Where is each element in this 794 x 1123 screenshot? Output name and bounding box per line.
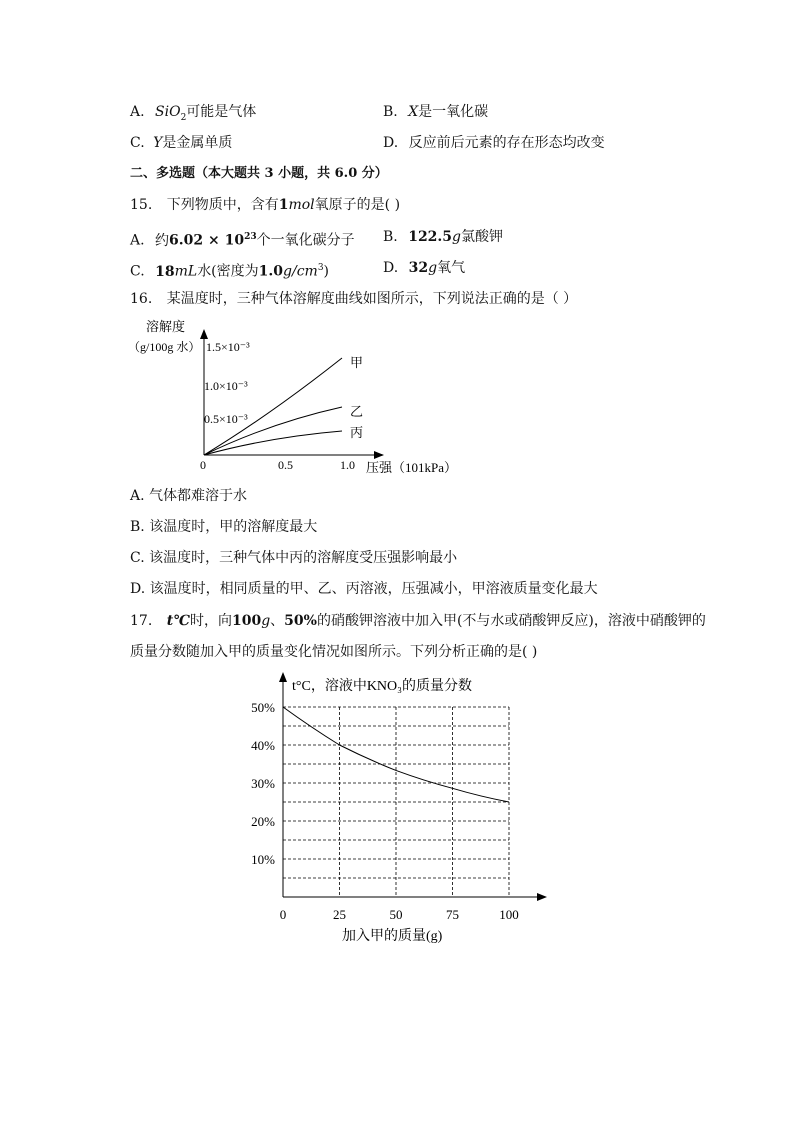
stem-text: 时，向 <box>189 613 232 629</box>
q14-option-c[interactable] <box>130 133 232 153</box>
y-tick-label: 1.5×10⁻³ <box>206 340 250 354</box>
y-axis-title: 溶解度 <box>146 319 186 334</box>
q15-stem <box>130 195 400 215</box>
x-axis-arrow <box>537 893 547 901</box>
q17-stem <box>130 611 706 631</box>
variable: X <box>408 104 419 120</box>
option-number-2: 1.0 <box>258 263 284 280</box>
x-tick-label: 25 <box>333 907 346 922</box>
option-text: 约 <box>155 232 170 249</box>
y-axis-unit: （g/100g 水） <box>128 340 201 354</box>
option-label: D. <box>383 260 399 276</box>
q14-option-b[interactable] <box>383 102 488 122</box>
q14-option-a[interactable] <box>130 102 256 128</box>
option-text: 水(密度为 <box>197 263 259 280</box>
y-tick-label: 50% <box>251 700 275 715</box>
formula-subscript: 2 <box>180 112 187 123</box>
q15-option-c[interactable] <box>130 258 329 282</box>
x-axis-arrow <box>374 451 384 459</box>
question-number: 16. <box>130 291 153 307</box>
option-number: 32 <box>408 260 429 276</box>
option-text: 氯酸钾 <box>461 229 504 245</box>
x-tick-label: 100 <box>499 907 519 922</box>
option-unit-2: g/cm <box>283 263 318 280</box>
q16-stem <box>130 289 577 309</box>
stem-percent: 50% <box>284 613 317 629</box>
q16-option-b[interactable]: B. 该温度时，甲的溶解度最大 <box>130 519 318 535</box>
x-axis-title: 压强（101kPa） <box>366 460 458 475</box>
stem-text-end: 氧原子的是( ) <box>314 197 401 213</box>
stem-number: 100 <box>231 613 262 629</box>
option-label: C. <box>130 135 145 151</box>
option-unit: mL <box>174 263 198 280</box>
q15-option-b[interactable] <box>383 227 503 247</box>
x-tick-label: 0 <box>200 458 206 472</box>
option-unit: g <box>428 260 438 276</box>
curve-bing <box>204 431 342 455</box>
q16-option-a[interactable]: A. 气体都难溶于水 <box>130 488 248 504</box>
chart-title: t°C，溶液中KNO₃的质量分数 <box>292 679 473 694</box>
option-label: D. <box>383 135 399 151</box>
option-label: C. <box>130 263 145 280</box>
series-label-bing: 丙 <box>350 425 364 440</box>
y-tick-label: 40% <box>251 738 275 753</box>
stem-number: 1 <box>278 197 289 213</box>
option-unit: g <box>452 229 462 245</box>
y-axis-arrow <box>279 672 287 682</box>
stem-separator: 、 <box>270 613 285 629</box>
option-label: B. <box>383 229 398 245</box>
y-tick-label: 0.5×10⁻³ <box>204 412 248 426</box>
option-number: 6.02 × 10 <box>169 232 245 249</box>
y-tick-label: 10% <box>251 852 275 867</box>
stem-unit: g <box>261 613 271 629</box>
option-label: A. <box>130 232 145 249</box>
q14-option-d[interactable] <box>383 133 605 153</box>
series-label-yi: 乙 <box>350 404 364 419</box>
y-tick-label: 20% <box>251 814 275 829</box>
stem-text-2: 的硝酸钾溶液中加入甲(不与水或硝酸钾反应)，溶液中硝酸钾的 <box>316 613 706 629</box>
x-tick-label: 75 <box>446 907 459 922</box>
q17-stem-line2: 质量分数随加入甲的质量变化情况如图所示。下列分析正确的是( ) <box>130 644 538 660</box>
temperature: t℃ <box>166 613 190 629</box>
option-text: 是一氧化碳 <box>418 104 489 120</box>
stem-text: 某温度时，三种气体溶解度曲线如图所示，下列说法正确的是（ ） <box>166 291 578 307</box>
stem-text: 下列物质中，含有 <box>166 197 279 213</box>
q15-option-d[interactable] <box>383 258 465 278</box>
question-number: 17. <box>130 613 153 629</box>
q16-option-c[interactable]: C. 该温度时，三种气体中丙的溶解度受压强影响最小 <box>130 550 458 566</box>
q15-option-a[interactable] <box>130 227 355 251</box>
option-text: 氧气 <box>437 260 466 276</box>
exponent: 23 <box>244 232 257 242</box>
q16-option-d[interactable]: D. 该温度时，相同质量的甲、乙、丙溶液，压强减小，甲溶液质量变化最大 <box>130 581 598 597</box>
option-label: B. <box>383 104 398 120</box>
y-tick-label: 1.0×10⁻³ <box>204 379 248 393</box>
option-label: A. <box>130 104 145 120</box>
option-text-end: 个一氧化碳分子 <box>256 232 355 249</box>
x-axis-title: 加入甲的质量(g) <box>342 929 443 944</box>
exponent: 3 <box>317 263 324 273</box>
section-heading: 二、多选题（本大题共 3 小题，共 6.0 分） <box>130 166 388 181</box>
solubility-chart <box>120 315 480 480</box>
y-axis-arrow <box>200 329 208 339</box>
option-text: 是金属单质 <box>162 135 233 151</box>
option-number: 18 <box>155 263 175 280</box>
kno3-fraction-chart <box>230 668 570 958</box>
option-text-end: ) <box>323 263 330 280</box>
question-number: 15. <box>130 197 153 213</box>
x-tick-label: 0.5 <box>278 458 293 472</box>
option-number: 122.5 <box>408 229 453 245</box>
y-tick-label: 30% <box>251 776 275 791</box>
variable: Y <box>153 135 163 151</box>
formula: SiO <box>155 104 181 120</box>
curve-jia <box>204 358 342 455</box>
option-text: 反应前后元素的存在形态均改变 <box>408 135 605 151</box>
series-label-jia: 甲 <box>350 355 364 370</box>
x-tick-label: 0 <box>279 907 287 922</box>
option-text: 可能是气体 <box>186 104 257 120</box>
x-tick-label: 1.0 <box>340 458 355 472</box>
stem-unit: mol <box>288 197 315 213</box>
x-tick-label: 50 <box>389 907 403 922</box>
